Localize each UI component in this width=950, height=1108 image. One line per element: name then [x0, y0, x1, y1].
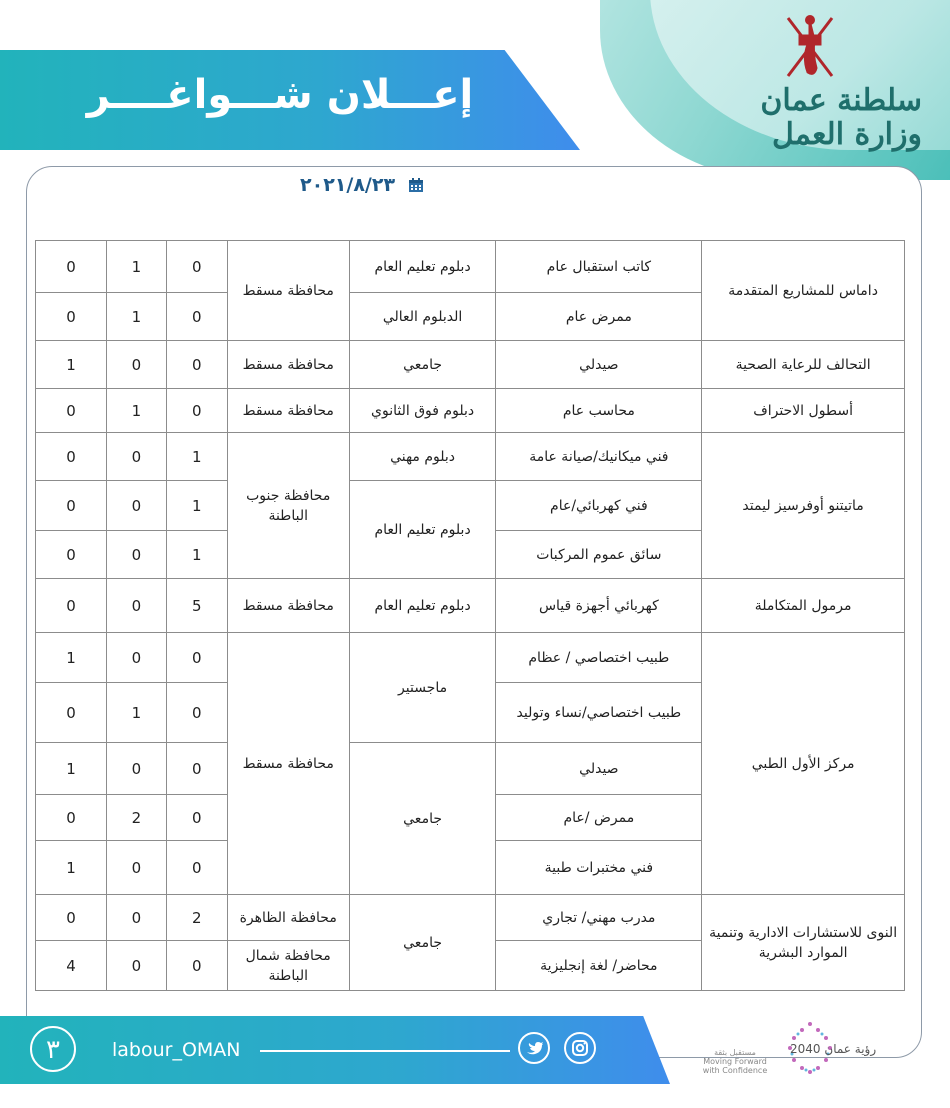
vision-text: رؤية عمان 2040: [790, 1042, 877, 1056]
count-cell: 0: [36, 389, 107, 433]
table-row: [36, 341, 905, 389]
qualification-cell: دبلوم تعليم العام: [349, 241, 496, 293]
count-cell: 0: [36, 531, 107, 579]
company-cell: أسطول الاحتراف: [702, 389, 905, 433]
governorate-cell: محافظة الظاهرة: [227, 895, 349, 941]
count-cell: 4: [36, 941, 107, 991]
count-cell: 1: [106, 389, 166, 433]
announcement-date: [300, 173, 470, 197]
qualification-cell: جامعي: [349, 895, 496, 991]
count-cell: 0: [166, 341, 227, 389]
company-cell: مركز الأول الطبي: [702, 633, 905, 895]
count-cell: 0: [36, 433, 107, 481]
company-cell: النوى للاستشارات الادارية وتنمية الموارد البشرية: [702, 895, 905, 991]
job-cell: محاسب عام: [496, 389, 702, 433]
governorate-cell: محافظة مسقط: [227, 633, 349, 895]
count-cell: 0: [36, 241, 107, 293]
count-cell: 0: [106, 941, 166, 991]
count-cell: 1: [36, 743, 107, 795]
count-cell: 0: [106, 743, 166, 795]
twitter-icon[interactable]: [518, 1032, 550, 1064]
job-cell: فني مختبرات طبية: [496, 841, 702, 895]
governorate-cell: محافظة جنوب الباطنة: [227, 433, 349, 579]
count-cell: 0: [166, 683, 227, 743]
count-cell: 0: [36, 895, 107, 941]
count-cell: 1: [166, 531, 227, 579]
job-cell: كاتب استقبال عام: [496, 241, 702, 293]
count-cell: 0: [106, 531, 166, 579]
page-number: ٣: [30, 1026, 76, 1072]
count-cell: 0: [106, 481, 166, 531]
qualification-cell: جامعي: [349, 341, 496, 389]
vision-tagline: مستقبل بثقة Moving Forward with Confidence: [702, 1048, 768, 1075]
governorate-cell: محافظة مسقط: [227, 389, 349, 433]
count-cell: 1: [36, 841, 107, 895]
job-cell: سائق عموم المركبات: [496, 531, 702, 579]
count-cell: 0: [36, 795, 107, 841]
job-cell: صيدلي: [496, 743, 702, 795]
job-cell: فني ميكانيك/صيانة عامة: [496, 433, 702, 481]
qualification-cell: جامعي: [349, 743, 496, 895]
table-row: [36, 579, 905, 633]
governorate-cell: محافظة شمال الباطنة: [227, 941, 349, 991]
count-cell: 0: [166, 633, 227, 683]
count-cell: 0: [106, 341, 166, 389]
instagram-icon[interactable]: [564, 1032, 596, 1064]
governorate-cell: محافظة مسقط: [227, 341, 349, 389]
job-cell: محاضر/ لغة إنجليزية: [496, 941, 702, 991]
page-title: إعـــلان شـــواغــــر: [86, 72, 474, 118]
job-cell: كهربائي أجهزة قياس: [496, 579, 702, 633]
table-row: [36, 389, 905, 433]
count-cell: 0: [36, 683, 107, 743]
date-text: ٢٠٢١/٨/٢٣: [300, 174, 396, 196]
job-cell: ممرض عام: [496, 293, 702, 341]
count-cell: 0: [36, 293, 107, 341]
table-row: [36, 633, 905, 683]
count-cell: 0: [166, 795, 227, 841]
count-cell: 0: [166, 389, 227, 433]
qualification-cell: دبلوم تعليم العام: [349, 579, 496, 633]
company-cell: ماتيتنو أوفرسيز ليمتد: [702, 433, 905, 579]
ministry-logo-text: سلطنة عمان وزارة العمل: [760, 83, 922, 152]
qualification-cell: دبلوم تعليم العام: [349, 481, 496, 579]
count-cell: 0: [36, 481, 107, 531]
job-cell: صيدلي: [496, 341, 702, 389]
count-cell: 1: [166, 481, 227, 531]
count-cell: 1: [36, 341, 107, 389]
count-cell: 2: [166, 895, 227, 941]
table-row: [36, 433, 905, 481]
qualification-cell: ماجستير: [349, 633, 496, 743]
count-cell: 0: [106, 895, 166, 941]
table-row: [36, 241, 905, 293]
count-cell: 5: [166, 579, 227, 633]
count-cell: 2: [106, 795, 166, 841]
count-cell: 1: [106, 241, 166, 293]
company-cell: مرمول المتكاملة: [702, 579, 905, 633]
job-cell: فني كهربائي/عام: [496, 481, 702, 531]
qualification-cell: الدبلوم العالي: [349, 293, 496, 341]
qualification-cell: دبلوم مهني: [349, 433, 496, 481]
count-cell: 0: [166, 841, 227, 895]
count-cell: 1: [106, 293, 166, 341]
company-cell: داماس للمشاريع المتقدمة: [702, 241, 905, 341]
count-cell: 0: [106, 841, 166, 895]
divider-line: [260, 1050, 510, 1052]
count-cell: 0: [166, 293, 227, 341]
count-cell: 0: [106, 579, 166, 633]
count-cell: 0: [106, 633, 166, 683]
count-cell: 1: [106, 683, 166, 743]
governorate-cell: محافظة مسقط: [227, 241, 349, 341]
oman-emblem-icon: [780, 10, 840, 90]
company-cell: التحالف للرعاية الصحية: [702, 341, 905, 389]
count-cell: 1: [166, 433, 227, 481]
job-cell: طبيب اختصاصي/نساء وتوليد: [496, 683, 702, 743]
social-handle[interactable]: labour_OMAN: [112, 1039, 241, 1061]
table-row: [36, 895, 905, 941]
count-cell: 0: [36, 579, 107, 633]
count-cell: 1: [36, 633, 107, 683]
count-cell: 0: [166, 241, 227, 293]
governorate-cell: محافظة مسقط: [227, 579, 349, 633]
job-cell: طبيب اختصاصي / عظام: [496, 633, 702, 683]
job-cell: مدرب مهني/ تجاري: [496, 895, 702, 941]
qualification-cell: دبلوم فوق الثانوي: [349, 389, 496, 433]
count-cell: 0: [106, 433, 166, 481]
vacancies-table: [35, 240, 905, 991]
count-cell: 0: [166, 743, 227, 795]
job-cell: ممرض /عام: [496, 795, 702, 841]
count-cell: 0: [166, 941, 227, 991]
calendar-icon: [408, 177, 424, 193]
